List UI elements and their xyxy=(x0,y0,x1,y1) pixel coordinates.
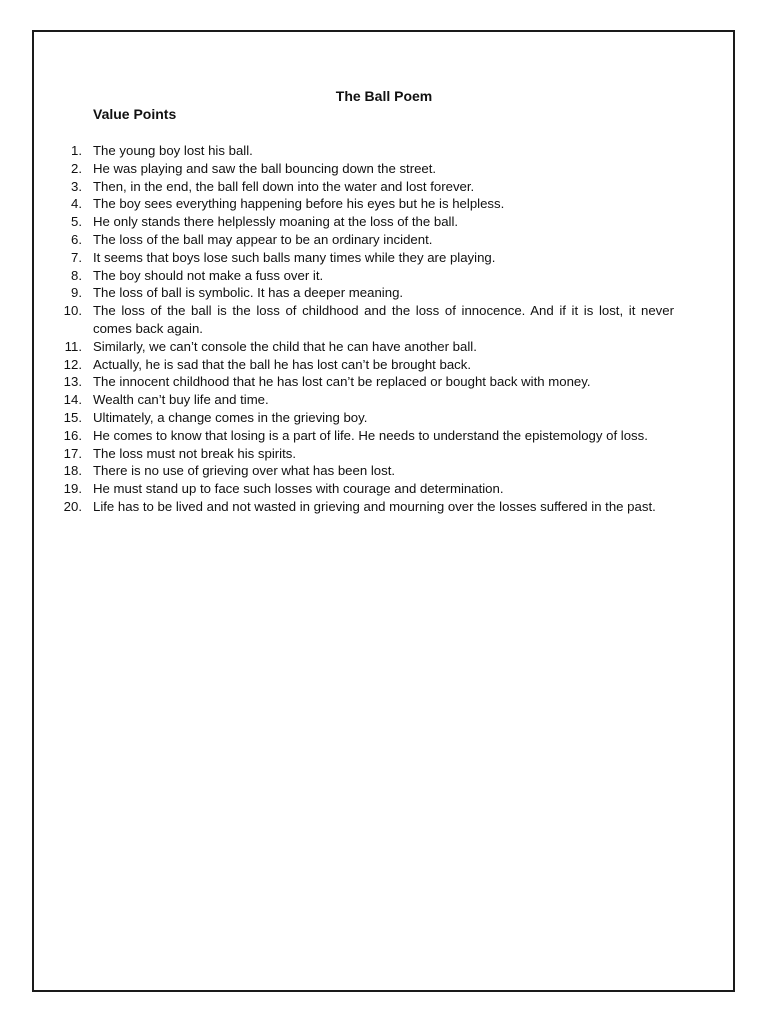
list-item xyxy=(60,462,674,480)
list-item xyxy=(60,427,674,445)
list-item-number: 15. xyxy=(63,409,82,425)
list-item xyxy=(60,178,674,196)
list-item-number: 16. xyxy=(63,427,82,443)
list-item-number: 1. xyxy=(71,143,82,158)
list-item xyxy=(60,160,674,178)
list-item-text: The loss must not break his spirits. xyxy=(93,445,297,461)
list-item-number: 2. xyxy=(71,160,82,176)
list-item-number: 9. xyxy=(71,285,82,301)
list-item-number: 14. xyxy=(63,392,82,408)
document-title-row xyxy=(0,88,768,105)
list-item xyxy=(60,195,674,213)
list-item-number: 19. xyxy=(63,481,82,497)
list-item-number: 5. xyxy=(71,214,82,230)
list-item-text: He comes to know that losing is a part of life. He needs to understand the epistemology of loss. xyxy=(93,427,648,443)
list-item-text: He was playing and saw the ball bouncing down the street. xyxy=(93,160,437,176)
list-item-text: Actually, he is sad that the ball he has lost can’t be brought back. xyxy=(93,356,472,372)
list-item-text: Ultimately, a change comes in the grieving boy. xyxy=(93,409,368,425)
list-item-text: Similarly, we can’t console the child that he can have another ball. xyxy=(93,338,477,354)
section-heading: Value Points xyxy=(93,106,177,122)
list-item-number: 20. xyxy=(63,498,82,514)
list-item-number: 10. xyxy=(63,303,82,319)
list-item-text: There is no use of grieving over what has been lost. xyxy=(93,463,396,479)
list-item-text: The loss of ball is symbolic. It has a deeper meaning. xyxy=(93,285,404,301)
list-item-text: He only stands there helplessly moaning at the loss of the ball. xyxy=(93,214,459,230)
list-item xyxy=(60,338,674,356)
list-item-text: The boy should not make a fuss over it. xyxy=(93,267,324,283)
list-item xyxy=(60,498,674,516)
list-item-number: 11. xyxy=(64,338,82,354)
list-item xyxy=(60,356,674,374)
list-item-number: 6. xyxy=(71,231,82,247)
list-item-text: Then, in the end, the ball fell down into the water and lost forever. xyxy=(93,178,475,194)
list-item-number: 18. xyxy=(63,463,82,479)
list-item xyxy=(60,445,674,463)
list-item-text: Life has to be lived and not wasted in grieving and mourning over the losses suffered in the past. xyxy=(93,498,656,514)
list-item xyxy=(60,249,674,267)
list-item-text: He must stand up to face such losses with courage and determination. xyxy=(93,481,504,497)
list-item xyxy=(60,409,674,427)
list-item xyxy=(60,267,674,285)
list-item-text: The loss of the ball is the loss of childhood and the loss of innocence. And if it is lost, it never comes back again. xyxy=(93,303,674,336)
list-item-text: The boy sees everything happening before his eyes but he is helpless. xyxy=(93,196,505,212)
list-item-number: 8. xyxy=(71,267,82,283)
list-item-text: The young boy lost his ball. xyxy=(93,143,253,158)
list-item-text: It seems that boys lose such balls many times while they are playing. xyxy=(93,249,496,265)
list-item-number: 12. xyxy=(63,356,82,372)
list-item-text: The innocent childhood that he has lost can’t be replaced or bought back with money. xyxy=(93,374,591,390)
list-item xyxy=(60,480,674,498)
list-item xyxy=(60,391,674,409)
list-item xyxy=(60,302,674,338)
list-item-number: 4. xyxy=(71,196,82,212)
list-item xyxy=(60,142,674,160)
list-item-number: 7. xyxy=(71,249,82,265)
list-item xyxy=(60,231,674,249)
list-item xyxy=(60,213,674,231)
list-item-text: The loss of the ball may appear to be an ordinary incident. xyxy=(93,231,433,247)
document-title: The Ball Poem xyxy=(335,88,433,104)
list-item-number: 3. xyxy=(71,178,82,194)
list-item xyxy=(60,284,674,302)
value-points-list xyxy=(60,142,674,516)
list-item-text: Wealth can’t buy life and time. xyxy=(93,392,269,408)
list-item-number: 17. xyxy=(63,445,82,461)
list-item-number: 13. xyxy=(63,374,82,390)
list-item xyxy=(60,373,674,391)
